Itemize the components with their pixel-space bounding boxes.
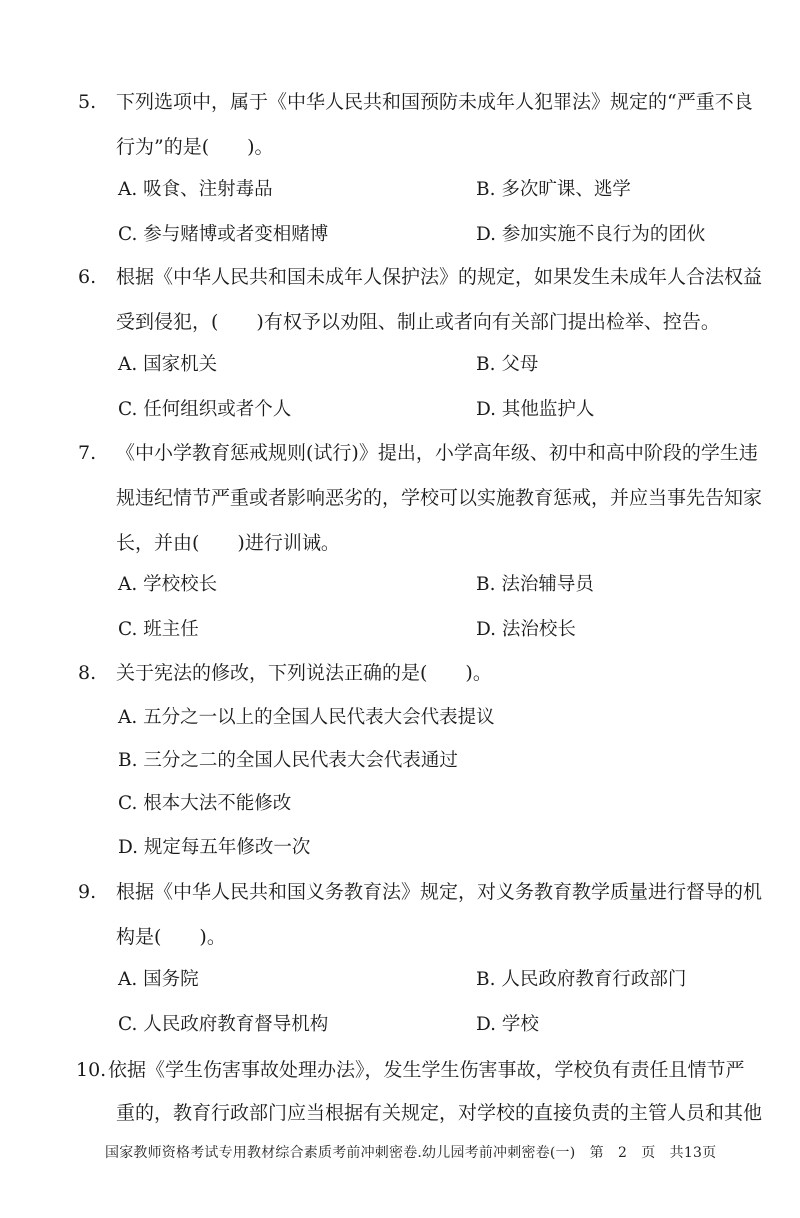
question-number: 9.: [78, 881, 97, 903]
option-a: A. 五分之一以上的全国人民代表大会代表提议: [118, 707, 495, 728]
option-d: D. 规定每五年修改一次: [118, 837, 311, 858]
question-text-line: 《中小学教育惩戒规则(试行)》提出，小学高年级、初中和高中阶段的学生违: [116, 442, 758, 464]
option-b: B. 法治辅导员: [476, 574, 594, 595]
option-b: B. 父母: [476, 354, 539, 375]
option-a: A. 国家机关: [118, 354, 218, 375]
option-b: B. 多次旷课、逃学: [476, 179, 631, 200]
question-7: [78, 441, 763, 651]
question-9: [78, 880, 763, 1050]
option-b: B. 人民政府教育行政部门: [476, 969, 687, 990]
question-text-line: 根据《中华人民共和国义务教育法》规定，对义务教育教学质量进行督导的机: [116, 881, 763, 903]
option-d: D. 法治校长: [476, 619, 576, 640]
question-text-line: 规违纪情节严重或者影响恶劣的，学校可以实施教育惩戒，并应当事先告知家: [116, 487, 763, 509]
question-5: [78, 90, 758, 260]
question-text-line: 受到侵犯，( )有权予以劝阻、制止或者向有关部门提出检举、控告。: [116, 311, 720, 333]
question-number: 7.: [78, 442, 97, 464]
question-6: [78, 265, 763, 435]
question-text-line: 重的，教育行政部门应当根据有关规定，对学校的直接负责的主管人员和其他: [116, 1102, 763, 1124]
question-text-line: 行为”的是( )。: [116, 136, 274, 158]
question-number: 6.: [78, 266, 97, 288]
question-8: [78, 661, 758, 861]
question-number: 5.: [78, 91, 97, 113]
option-d: D. 其他监护人: [476, 399, 595, 420]
option-c: C. 参与赌博或者变相赌博: [118, 224, 329, 245]
question-10: [76, 1058, 763, 1138]
option-b: B. 三分之二的全国人民代表大会代表通过: [118, 750, 458, 771]
question-text-line: 根据《中华人民共和国未成年人保护法》的规定，如果发生未成年人合法权益: [116, 266, 763, 288]
option-a: A. 学校校长: [118, 574, 218, 595]
question-text-line: 下列选项中，属于《中华人民共和国预防未成年人犯罪法》规定的“严重不良: [116, 91, 753, 113]
option-d: D. 参加实施不良行为的团伙: [476, 224, 706, 245]
option-c: C. 班主任: [118, 619, 199, 640]
question-text-line: 关于宪法的修改，下列说法正确的是( )。: [116, 662, 492, 684]
option-a: A. 吸食、注射毒品: [118, 179, 273, 200]
option-a: A. 国务院: [118, 969, 199, 990]
question-text-line: 长，并由( )进行训诫。: [116, 532, 340, 554]
question-text-line: 构是( )。: [116, 926, 226, 948]
option-c: C. 任何组织或者个人: [118, 399, 292, 420]
question-text-line: 依据《学生伤害事故处理办法》，发生学生伤害事故，学校负有责任且情节严: [108, 1059, 745, 1081]
question-number: 8.: [78, 662, 97, 684]
option-d: D. 学校: [476, 1014, 539, 1035]
question-number: 10.: [76, 1059, 107, 1081]
option-c: C. 人民政府教育督导机构: [118, 1014, 329, 1035]
option-c: C. 根本大法不能修改: [118, 793, 292, 814]
page-footer: 国家教师资格考试专用教材综合素质考前冲刺密卷.幼儿园考前冲刺密卷(一) 第 2 页 共13页: [105, 1145, 717, 1161]
